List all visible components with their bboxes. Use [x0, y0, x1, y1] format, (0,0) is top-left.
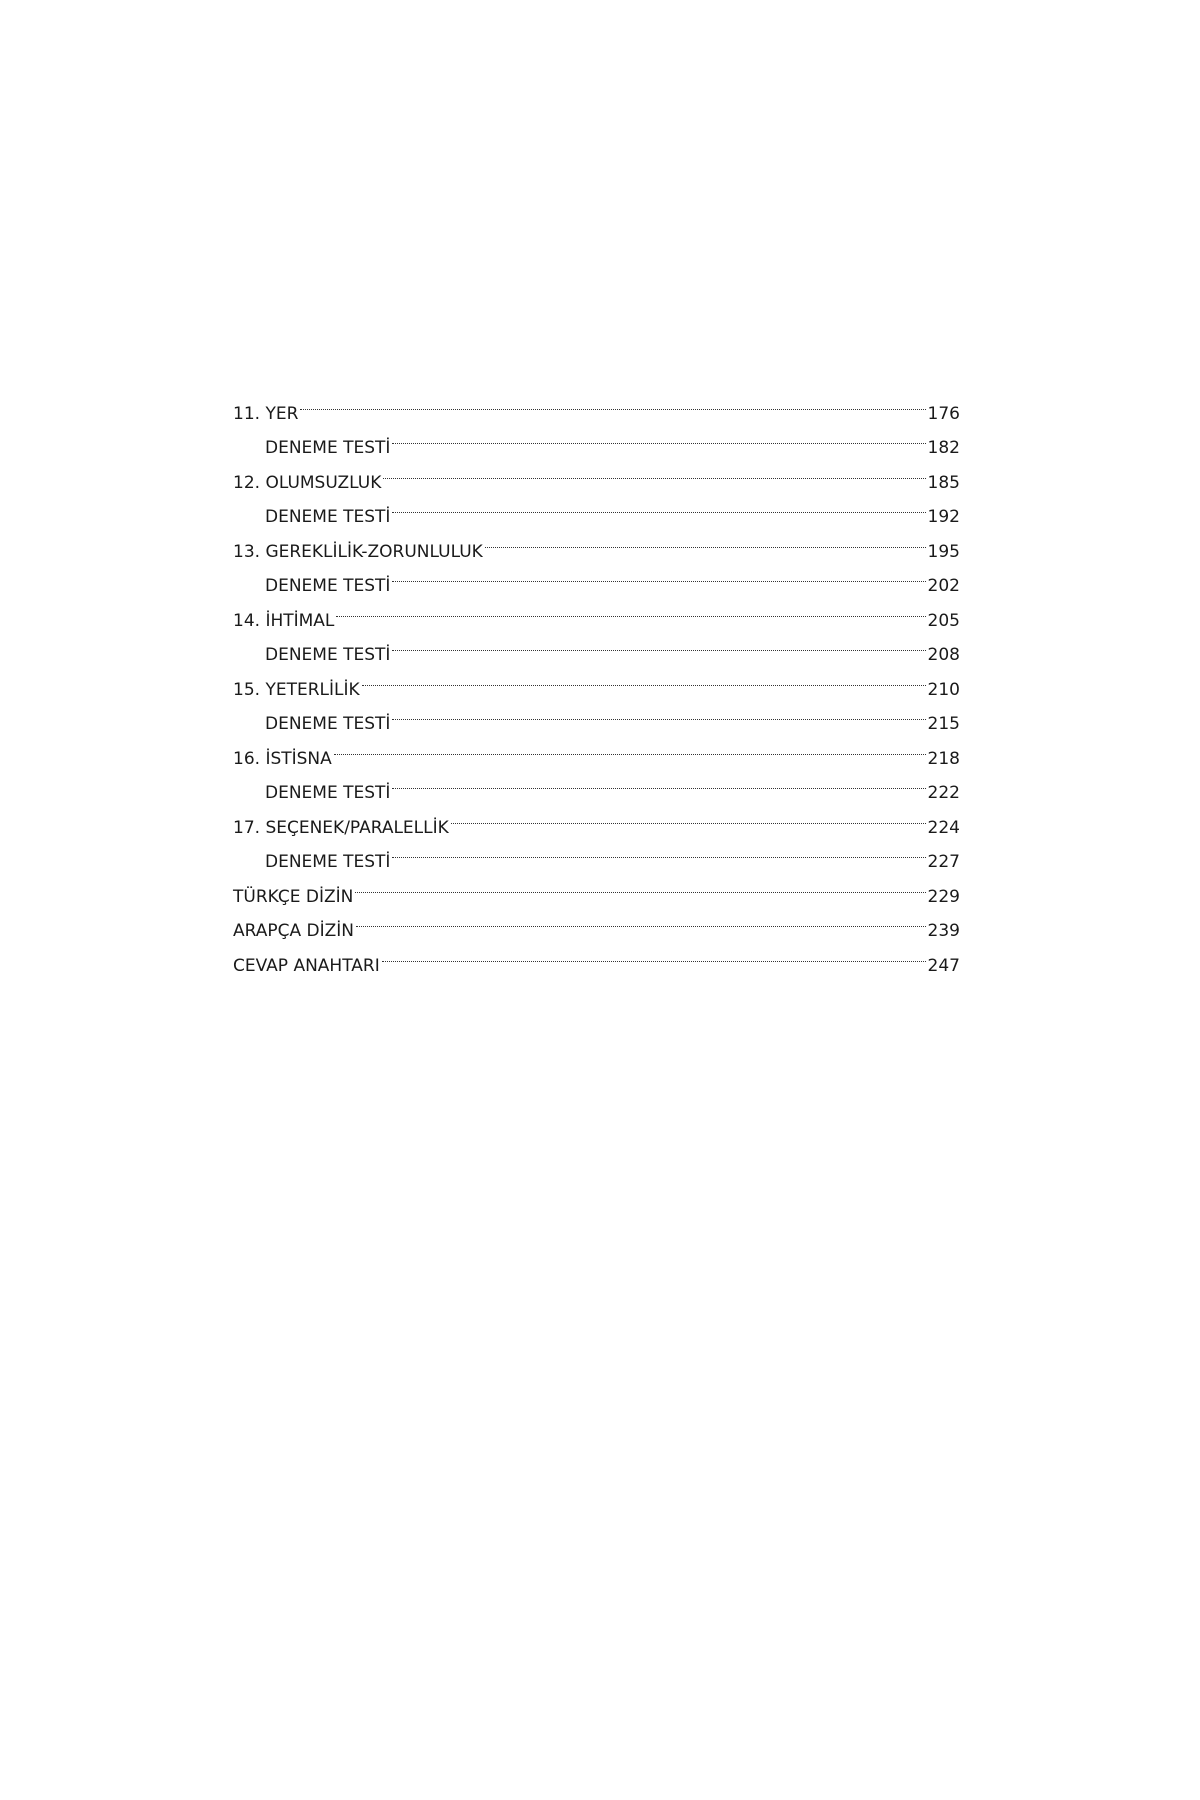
- toc-entry-page-number: 182: [927, 438, 960, 458]
- toc-entry-page-number: 218: [927, 748, 960, 769]
- toc-entry-title: DENEME TESTİ: [265, 645, 391, 665]
- dot-leader: [392, 557, 925, 592]
- toc-entry-title: ARAPÇA DİZİN: [233, 921, 355, 941]
- toc-entry-title: 13. GEREKLİLİK-ZORUNLULUK: [233, 541, 483, 562]
- toc-entry[interactable]: [233, 729, 960, 769]
- dot-leader: [356, 902, 926, 937]
- toc-entry-title: DENEME TESTİ: [265, 576, 391, 596]
- toc-entry-page-number: 185: [927, 472, 960, 493]
- dot-leader: [355, 867, 925, 902]
- toc-entry-page-number: 205: [927, 610, 960, 631]
- toc-entry-page-number: 192: [927, 507, 960, 527]
- toc-entry-title: 12. OLUMSUZLUK: [233, 472, 382, 493]
- toc-entry-title: DENEME TESTİ: [265, 507, 391, 527]
- dot-leader: [392, 833, 925, 868]
- toc-entry-page-number: 247: [927, 955, 960, 976]
- toc-entry-page-number: 176: [927, 403, 960, 424]
- toc-entry-title: DENEME TESTİ: [265, 438, 391, 458]
- toc-entry-page-number: 239: [927, 921, 960, 941]
- toc-entry[interactable]: [233, 384, 960, 424]
- toc-entry-page-number: 202: [927, 576, 960, 596]
- dot-leader: [382, 936, 926, 971]
- toc-entry[interactable]: [233, 626, 960, 665]
- table-of-contents: [233, 384, 960, 976]
- toc-entry[interactable]: [233, 419, 960, 458]
- dot-leader: [451, 798, 926, 833]
- dot-leader: [485, 522, 926, 557]
- dot-leader: [336, 591, 925, 626]
- dot-leader: [392, 695, 925, 730]
- dot-leader: [392, 764, 925, 799]
- toc-entry-title: 16. İSTİSNA: [233, 748, 332, 769]
- toc-entry-title: TÜRKÇE DİZİN: [233, 886, 354, 907]
- toc-entry-page-number: 195: [927, 541, 960, 562]
- toc-entry-page-number: 215: [927, 714, 960, 734]
- toc-entry-title: 17. SEÇENEK/PARALELLİK: [233, 817, 449, 838]
- dot-leader: [392, 626, 925, 661]
- dot-leader: [392, 419, 925, 454]
- dot-leader: [392, 488, 925, 523]
- toc-entry-title: 14. İHTİMAL: [233, 610, 335, 631]
- toc-entry-title: CEVAP ANAHTARI: [233, 955, 380, 976]
- toc-entry[interactable]: [233, 764, 960, 803]
- toc-entry-page-number: 208: [927, 645, 960, 665]
- toc-entry-page-number: 210: [927, 679, 960, 700]
- toc-entry-page-number: 227: [927, 852, 960, 872]
- toc-entry-title: DENEME TESTİ: [265, 783, 391, 803]
- dot-leader: [334, 729, 926, 764]
- toc-entry-title: DENEME TESTİ: [265, 852, 391, 872]
- toc-entry-title: DENEME TESTİ: [265, 714, 391, 734]
- toc-entry-title: 11. YER: [233, 403, 299, 424]
- toc-entry-title: 15. YETERLİLİK: [233, 679, 360, 700]
- dot-leader: [362, 660, 926, 695]
- dot-leader: [383, 453, 925, 488]
- toc-entry[interactable]: [233, 591, 960, 631]
- toc-entry-page-number: 229: [927, 886, 960, 907]
- dot-leader: [300, 384, 925, 419]
- toc-entry-page-number: 224: [927, 817, 960, 838]
- toc-entry-page-number: 222: [927, 783, 960, 803]
